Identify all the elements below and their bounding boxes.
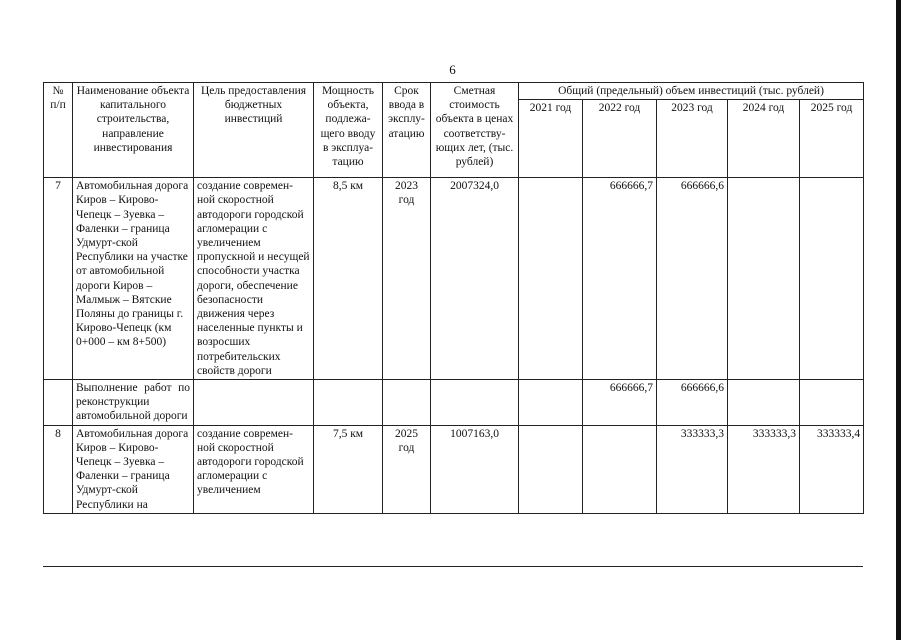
row-2022: 666666,7 bbox=[583, 178, 657, 380]
row-name: Автомобильная дорога Киров – Кирово-Чепецк – Зуевка – Фаленки – граница Удмурт-ской Республики на участке от автомобильной дороги Киров – Малмыж – Вятские Поляны до границы г. Кирово-Чепецк (км 0+000 – км 8+500) bbox=[73, 178, 194, 380]
row-purpose: создание современ-ной скоростной автодороги городской агломерации с увеличением пропускной и несущей способности участка дороги, обеспечение безопасности движения через населенные пункты и возросших потребительских свойств дороги bbox=[194, 178, 314, 380]
row-term bbox=[383, 380, 431, 426]
row-cost bbox=[431, 380, 519, 426]
table-row bbox=[44, 178, 864, 380]
table-row bbox=[44, 425, 864, 513]
row-num: 8 bbox=[44, 425, 73, 513]
row-2021 bbox=[519, 425, 583, 513]
header-name: Наименование объекта капитального строительства, направление инвестирования bbox=[73, 83, 194, 178]
header-purpose: Цель предоставления бюджетных инвестиций bbox=[194, 83, 314, 178]
row-purpose: создание современ-ной скоростной автодороги городской агломерации с увеличением bbox=[194, 425, 314, 513]
header-cost: Сметная стоимость объекта в ценах соответству-ющих лет, (тыс. рублей) bbox=[431, 83, 519, 178]
row-2024 bbox=[728, 178, 800, 380]
row-2023: 666666,6 bbox=[657, 178, 728, 380]
row-2022: 666666,7 bbox=[583, 380, 657, 426]
row-2021 bbox=[519, 380, 583, 426]
header-capacity: Мощность объекта, подлежа-щего вводу в эксплуа-тацию bbox=[314, 83, 383, 178]
header-investment-group: Общий (предельный) объем инвестиций (тыс. рублей) bbox=[519, 83, 864, 100]
row-2021 bbox=[519, 178, 583, 380]
row-2022 bbox=[583, 425, 657, 513]
table-row bbox=[44, 380, 864, 426]
row-2025 bbox=[800, 178, 864, 380]
header-row bbox=[44, 83, 864, 100]
row-capacity bbox=[314, 380, 383, 426]
page-number: 6 bbox=[449, 62, 456, 77]
row-2025 bbox=[800, 380, 864, 426]
row-capacity: 8,5 км bbox=[314, 178, 383, 380]
table-bottom-border bbox=[43, 566, 863, 567]
row-name: Выполнение работ по реконструкции автомобильной дороги bbox=[73, 380, 194, 426]
header-year-2022: 2022 год bbox=[583, 100, 657, 178]
header-num: № п/п bbox=[44, 83, 73, 178]
row-term: 2025 год bbox=[383, 425, 431, 513]
scan-edge-bar bbox=[896, 0, 901, 640]
row-2023: 333333,3 bbox=[657, 425, 728, 513]
header-year-2021: 2021 год bbox=[519, 100, 583, 178]
row-2025: 333333,4 bbox=[800, 425, 864, 513]
header-year-2023: 2023 год bbox=[657, 100, 728, 178]
header-term: Срок ввода в эксплу-атацию bbox=[383, 83, 431, 178]
row-2024 bbox=[728, 380, 800, 426]
row-num: 7 bbox=[44, 178, 73, 380]
row-cost: 1007163,0 bbox=[431, 425, 519, 513]
investment-table bbox=[43, 82, 864, 514]
header-year-2025: 2025 год bbox=[800, 100, 864, 178]
header-year-2024: 2024 год bbox=[728, 100, 800, 178]
row-capacity: 7,5 км bbox=[314, 425, 383, 513]
row-term: 2023 год bbox=[383, 178, 431, 380]
row-cost: 2007324,0 bbox=[431, 178, 519, 380]
page-margin-bottom bbox=[0, 567, 895, 640]
row-2023: 666666,6 bbox=[657, 380, 728, 426]
row-purpose bbox=[194, 380, 314, 426]
row-2024: 333333,3 bbox=[728, 425, 800, 513]
row-num bbox=[44, 380, 73, 426]
row-name: Автомобильная дорога Киров – Кирово-Чепецк – Зуевка – Фаленки – граница Удмурт-ской Республики на bbox=[73, 425, 194, 513]
